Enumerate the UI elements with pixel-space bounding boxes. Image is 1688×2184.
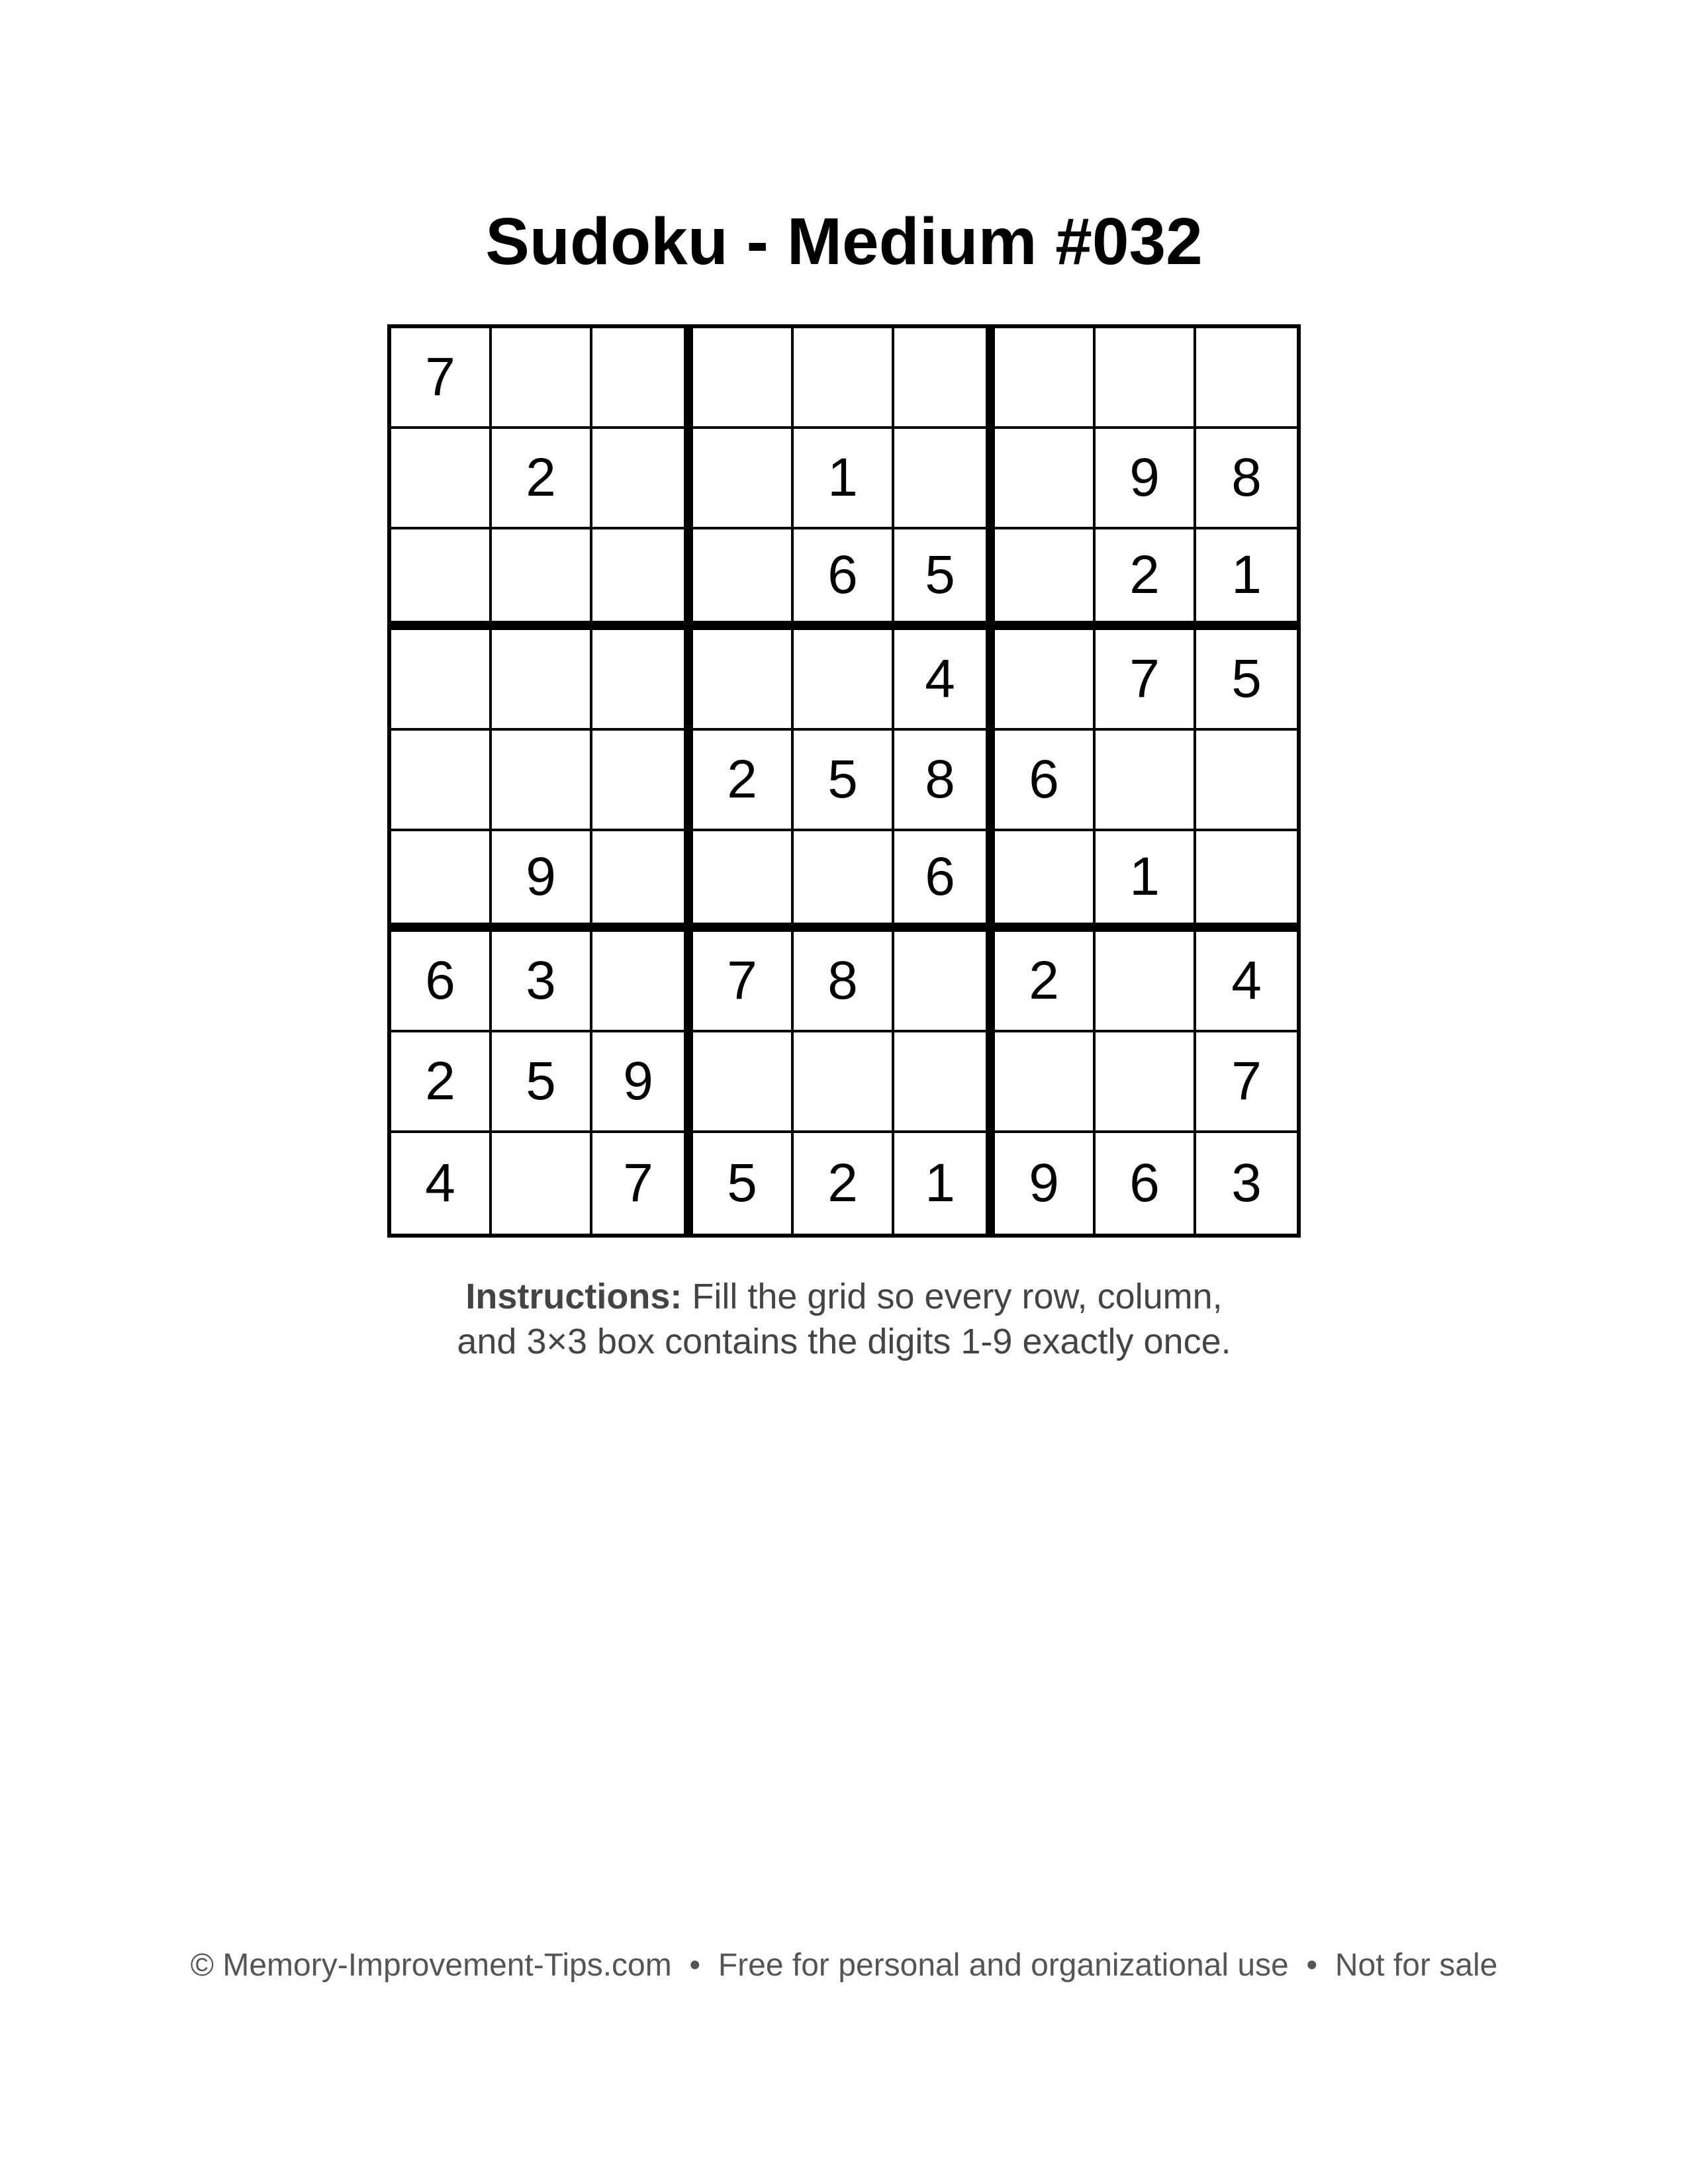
empty-cell[interactable] xyxy=(995,831,1096,932)
given-cell: 2 xyxy=(794,1133,894,1234)
given-cell: 9 xyxy=(592,1032,693,1133)
given-cell: 7 xyxy=(391,328,492,429)
given-cell: 7 xyxy=(1096,630,1196,731)
empty-cell[interactable] xyxy=(794,1032,894,1133)
empty-cell[interactable] xyxy=(894,429,995,529)
given-cell: 6 xyxy=(794,529,894,630)
given-cell: 4 xyxy=(1196,932,1297,1032)
empty-cell[interactable] xyxy=(894,1032,995,1133)
given-cell: 7 xyxy=(592,1133,693,1234)
footer xyxy=(0,1946,1688,1985)
given-cell: 6 xyxy=(995,731,1096,831)
instructions-line-1 xyxy=(0,1274,1688,1319)
given-cell: 6 xyxy=(894,831,995,932)
given-cell: 7 xyxy=(1196,1032,1297,1133)
empty-cell[interactable] xyxy=(995,630,1096,731)
footer-license: Free for personal and organizational use xyxy=(718,1948,1289,1983)
given-cell: 9 xyxy=(492,831,592,932)
empty-cell[interactable] xyxy=(592,932,693,1032)
empty-cell[interactable] xyxy=(794,831,894,932)
empty-cell[interactable] xyxy=(995,1032,1096,1133)
given-cell: 5 xyxy=(794,731,894,831)
empty-cell[interactable] xyxy=(995,328,1096,429)
given-cell: 6 xyxy=(391,932,492,1032)
empty-cell[interactable] xyxy=(1096,731,1196,831)
given-cell: 5 xyxy=(894,529,995,630)
page-title: Sudoku - Medium #032 xyxy=(485,205,1203,279)
empty-cell[interactable] xyxy=(391,831,492,932)
empty-cell[interactable] xyxy=(492,731,592,831)
given-cell: 1 xyxy=(794,429,894,529)
empty-cell[interactable] xyxy=(391,630,492,731)
given-cell: 8 xyxy=(1196,429,1297,529)
given-cell: 4 xyxy=(894,630,995,731)
given-cell: 3 xyxy=(492,932,592,1032)
given-cell: 2 xyxy=(1096,529,1196,630)
footer-separator-1: • xyxy=(671,1948,718,1983)
given-cell: 2 xyxy=(693,731,794,831)
given-cell: 5 xyxy=(492,1032,592,1133)
empty-cell[interactable] xyxy=(894,932,995,1032)
sudoku-grid xyxy=(387,324,1301,1238)
empty-cell[interactable] xyxy=(592,529,693,630)
given-cell: 9 xyxy=(995,1133,1096,1234)
empty-cell[interactable] xyxy=(995,529,1096,630)
empty-cell[interactable] xyxy=(794,328,894,429)
empty-cell[interactable] xyxy=(391,429,492,529)
given-cell: 6 xyxy=(1096,1133,1196,1234)
given-cell: 8 xyxy=(794,932,894,1032)
empty-cell[interactable] xyxy=(995,429,1096,529)
given-cell: 1 xyxy=(1196,529,1297,630)
given-cell: 5 xyxy=(693,1133,794,1234)
empty-cell[interactable] xyxy=(592,630,693,731)
empty-cell[interactable] xyxy=(492,328,592,429)
given-cell: 2 xyxy=(391,1032,492,1133)
empty-cell[interactable] xyxy=(592,429,693,529)
empty-cell[interactable] xyxy=(1196,328,1297,429)
given-cell: 1 xyxy=(894,1133,995,1234)
empty-cell[interactable] xyxy=(693,328,794,429)
empty-cell[interactable] xyxy=(592,731,693,831)
footer-separator-2: • xyxy=(1288,1948,1335,1983)
empty-cell[interactable] xyxy=(693,529,794,630)
empty-cell[interactable] xyxy=(592,831,693,932)
empty-cell[interactable] xyxy=(492,1133,592,1234)
empty-cell[interactable] xyxy=(693,1032,794,1133)
instructions-label: Instructions: xyxy=(465,1277,682,1316)
empty-cell[interactable] xyxy=(794,630,894,731)
instructions xyxy=(0,1274,1688,1364)
given-cell: 8 xyxy=(894,731,995,831)
empty-cell[interactable] xyxy=(693,630,794,731)
empty-cell[interactable] xyxy=(1196,731,1297,831)
empty-cell[interactable] xyxy=(1096,932,1196,1032)
given-cell: 1 xyxy=(1096,831,1196,932)
given-cell: 2 xyxy=(995,932,1096,1032)
instructions-line-2: and 3×3 box contains the digits 1-9 exactly once. xyxy=(457,1322,1231,1361)
empty-cell[interactable] xyxy=(1196,831,1297,932)
empty-cell[interactable] xyxy=(592,328,693,429)
footer-copyright: © Memory-Improvement-Tips.com xyxy=(190,1948,672,1983)
given-cell: 7 xyxy=(693,932,794,1032)
empty-cell[interactable] xyxy=(492,630,592,731)
empty-cell[interactable] xyxy=(391,529,492,630)
empty-cell[interactable] xyxy=(492,529,592,630)
empty-cell[interactable] xyxy=(1096,328,1196,429)
given-cell: 3 xyxy=(1231,1153,1262,1213)
given-cell: 2 xyxy=(492,429,592,529)
footer-sale: Not for sale xyxy=(1335,1948,1498,1983)
empty-cell[interactable] xyxy=(894,328,995,429)
empty-cell[interactable] xyxy=(693,831,794,932)
given-cell: 5 xyxy=(1196,630,1297,731)
given-cell: 4 xyxy=(391,1133,492,1234)
instructions-text-1: Fill the grid so every row, column, xyxy=(682,1277,1223,1316)
given-cell: 9 xyxy=(1096,429,1196,529)
empty-cell[interactable] xyxy=(693,429,794,529)
empty-cell[interactable] xyxy=(391,731,492,831)
empty-cell[interactable] xyxy=(1096,1032,1196,1133)
